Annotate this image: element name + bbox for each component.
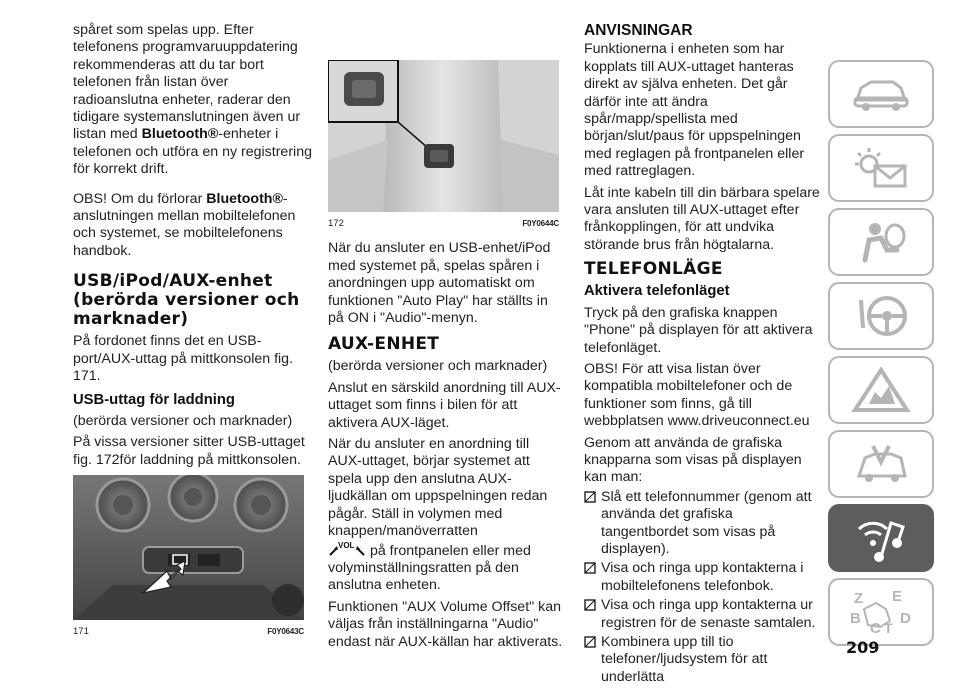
paragraph-versions: (berörda versioner och marknader): [73, 412, 293, 429]
paragraph-aux-functions: Funktionerna i enheten som har kopplats till AUX-uttaget hanteras direkt av själva enheten. Det går därför inte att ändra spår/mapp/spellista med början/slut/paus för uppspelningen med reglagen på frontpanelen eller med rattreglagen.: [584, 41, 805, 180]
heading-activate-phone: Aktivera telefonläget: [584, 283, 730, 300]
multimedia-icon: [851, 513, 911, 563]
vol-knob-icon: VOL: [328, 541, 366, 557]
bullet-icon: [584, 599, 596, 611]
heading-instructions: ANVISNINGAR: [584, 22, 693, 39]
heading-phone-mode: TELEFONLÄGE: [584, 259, 723, 280]
bullet-icon: [584, 562, 596, 574]
column-1: [73, 22, 313, 641]
paragraph-aux-connect: Anslut en särskild anordning till AUX-uttaget som finns i bilen för att aktivera AUX-läget.: [328, 379, 561, 431]
svg-text:Z: Z: [854, 590, 864, 607]
figure-171-number: 171: [73, 626, 89, 638]
paragraph-usb-charging: På vissa versioner sitter USB-uttaget fig. 172för laddning på mittkonsolen.: [73, 434, 305, 468]
svg-text:D: D: [900, 610, 911, 627]
steering-wheel-icon: [851, 292, 911, 340]
tab-safety[interactable]: [828, 208, 934, 276]
paragraph-update: spåret som spelas upp. Efter telefonens programvaruuppdatering rekommenderas att du tar bort telefonen från listan över radioanslutna enheter, raderar den tidigare systemanslutningen även ur listan med Bluetooth®-enheter i telefonen och utföra en ny registrering för korrekt drift.: [73, 22, 312, 178]
svg-text:B: B: [850, 610, 861, 627]
service-icon: [851, 442, 911, 486]
tab-warning-lights[interactable]: [828, 134, 934, 202]
paragraph-aux-volume: När du ansluter en anordning till AUX-uttaget, börjar systemet att spela upp den anslutna AUX-ljudkällan om uppspelningen redan pågår. Ställ in volymen med knappen/manöverratten VOL på frontpanelen eller med volyminställningsratten på den anslutna enheten.: [328, 436, 548, 594]
column-3: [584, 22, 824, 688]
figure-171-code: F0Y0643C: [267, 627, 304, 637]
warning-triangle-icon: [851, 366, 911, 414]
warning-light-icon: [851, 146, 911, 190]
paragraph-aux-versions: (berörda versioner och marknader): [328, 358, 548, 375]
index-icon: [846, 587, 916, 637]
tab-car[interactable]: [828, 60, 934, 128]
figure-171: [73, 475, 313, 640]
figure-172-number: 172: [328, 218, 344, 229]
bullet-icon: [584, 636, 596, 648]
usb-charging-photo: [328, 60, 559, 212]
airbag-icon: [851, 220, 911, 264]
paragraph-autoplay: När du ansluter en USB-enhet/iPod med systemet på, spelas spåren i anordningen upp automatiskt om funktionen "Auto Play" har ställts in på ON i "Audio"-menyn.: [328, 240, 551, 327]
figure-172-image: [328, 60, 559, 212]
svg-text:E: E: [892, 588, 903, 605]
figure-172-code: F0Y0644C: [522, 219, 559, 228]
heading-aux-device: AUX-ENHET: [328, 334, 440, 355]
paragraph-aux-offset: Funktionen "AUX Volume Offset" kan väljas från inställningarna "Audio" endast när AUX-källan har aktiverats.: [328, 598, 563, 650]
tab-multimedia[interactable]: [828, 504, 934, 572]
center-console-photo: [73, 475, 304, 620]
bullet-icon: [584, 491, 596, 503]
figure-172: [328, 60, 566, 232]
page-number: 209: [846, 638, 880, 657]
paragraph-compatible: OBS! För att visa listan över kompatibla mobiltelefoner och de funktioner som finns, gå till webbplatsen www.driveuconnect.eu: [584, 360, 810, 430]
tab-index[interactable]: [828, 578, 934, 646]
car-icon: [851, 74, 911, 114]
tab-service[interactable]: [828, 430, 934, 498]
column-2: [328, 60, 566, 663]
list-item: Kombinera upp till tio telefoner/ljudsystem för att underlätta: [584, 634, 824, 686]
paragraph-phone-button: Tryck på den grafiska knappen "Phone" på displayen för att aktivera telefonläget.: [584, 304, 813, 356]
svg-text:C: C: [870, 620, 881, 637]
tab-emergency[interactable]: [828, 356, 934, 424]
paragraph-graphic-buttons: Genom att använda de grafiska knapparna som visas på displayen kan man:: [584, 434, 802, 486]
paragraph-obs: OBS! Om du förlorar Bluetooth®-anslutningen mellan mobiltelefonen och systemet, se mobiltelefonens handbok.: [73, 190, 296, 259]
tab-driving[interactable]: [828, 282, 934, 350]
chapter-tabs: [828, 60, 938, 652]
heading-usb-ipod-aux: USB/iPod/AUX-enhet (berörda versioner och marknader): [73, 271, 300, 330]
svg-text:T: T: [884, 620, 893, 636]
list-item: Slå ett telefonnummer (genom att använda det grafiska tangentbordet som visas på displayen).: [584, 489, 824, 559]
paragraph-cable: Låt inte kabeln till din bärbara spelare vara ansluten till AUX-uttaget efter frånkopplingen, för att undvika störande brus från högtalarna.: [584, 184, 820, 253]
paragraph-usb-port: På fordonet finns det en USB-port/AUX-uttag på mittkonsolen fig. 171.: [73, 333, 294, 385]
list-item: Visa och ringa upp kontakterna ur registren för de senaste samtalen.: [584, 597, 824, 632]
figure-171-image: [73, 475, 304, 620]
list-item: Visa och ringa upp kontakterna i mobiltelefonens telefonbok.: [584, 560, 824, 595]
heading-usb-charging: USB-uttag för laddning: [73, 391, 235, 408]
